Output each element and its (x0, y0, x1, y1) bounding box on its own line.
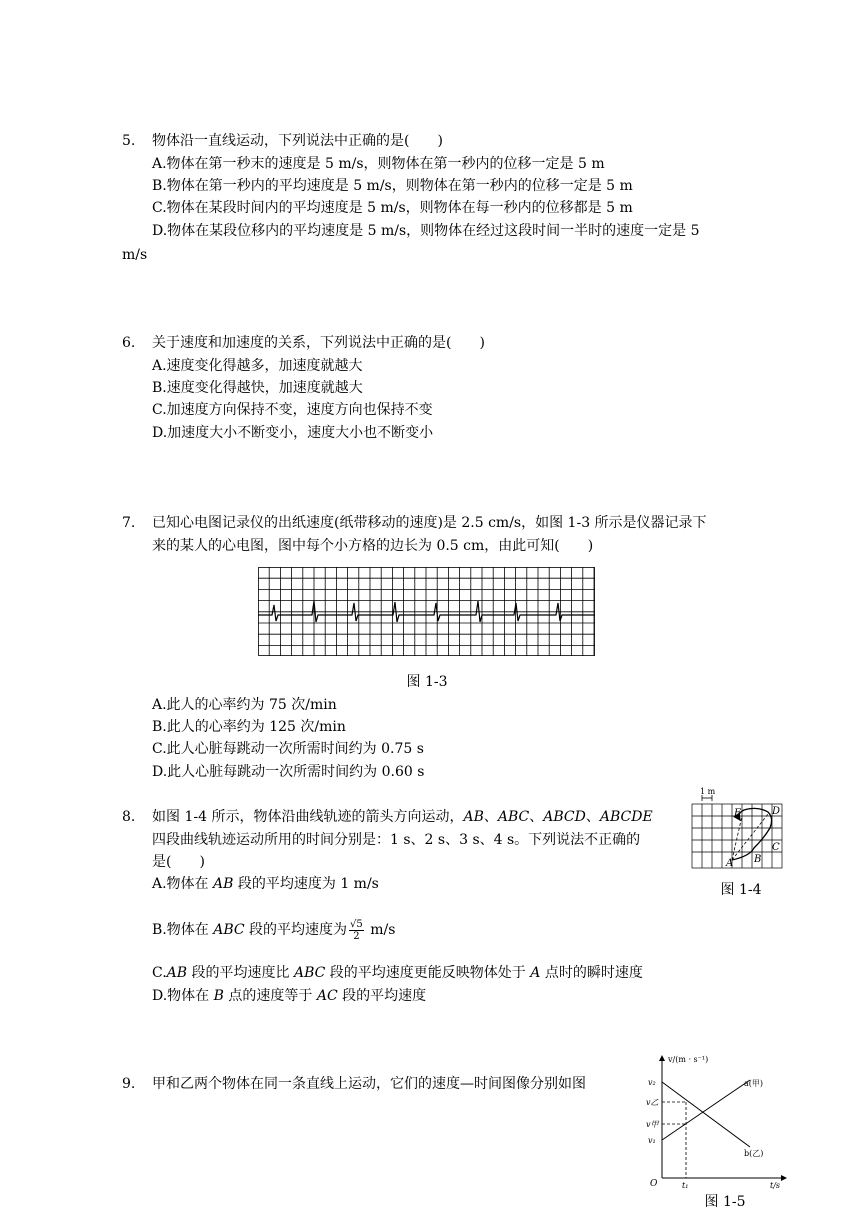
q8-opt-c-mid: 段的平均速度比 (187, 965, 294, 981)
q8-opt-c-point: A (530, 965, 541, 981)
q8-opt-b-seg: ABC (213, 922, 245, 938)
line-a (662, 1080, 750, 1140)
q5-option-d-wrap: m/s (122, 247, 148, 263)
v2-label: v₂ (648, 1078, 656, 1087)
q6-option-c: C.加速度方向保持不变，速度方向也保持不变 (152, 402, 433, 418)
q7-option-d: D.此人心脏每跳动一次所需时间约为 0.60 s (152, 764, 425, 780)
q8-opt-d-point: B (213, 988, 224, 1004)
q6-stem: 关于速度和加速度的关系，下列说法中正确的是( ) (152, 335, 485, 351)
q5-stem: 物体沿一直线运动，下列说法中正确的是( ) (152, 133, 443, 149)
q9-figure-caption: 图 1-5 (704, 1194, 746, 1210)
line-b-label: b(乙) (744, 1149, 764, 1158)
v1-label: v₁ (648, 1136, 656, 1145)
q9-number: 9. (122, 1076, 136, 1092)
trajectory-chord-e (732, 816, 742, 860)
q7-figure-caption: 图 1-3 (406, 674, 448, 690)
q8-seg-ab: AB (463, 809, 484, 825)
q8-opt-d-end: 段的平均速度 (337, 988, 427, 1004)
q8-opt-d-pre: D.物体在 (152, 988, 214, 1004)
q8-stem-line2: 四段曲线轨迹运动所用的时间分别是：1 s、2 s、3 s、4 s。下列说法不正确的 (152, 832, 641, 848)
q5-option-a: A.物体在第一秒末的速度是 5 m/s，则物体在第一秒内的位移一定是 5 m (152, 156, 605, 172)
q8-opt-d-seg: AC (316, 988, 338, 1004)
q8-opt-b-unit: m/s (365, 922, 396, 938)
q8-opt-c-seg2: ABC (293, 965, 326, 981)
v-yi-label: v乙 (646, 1098, 659, 1107)
q7-number: 7. (122, 515, 136, 531)
q8-option-b (152, 917, 395, 943)
q8-sep-1: 、 (483, 809, 498, 825)
ecg-figure (258, 567, 596, 657)
q8-opt-c-seg1: AB (166, 965, 188, 981)
q8-opt-a-pre: A.物体在 (152, 876, 214, 892)
q6-number: 6. (122, 335, 136, 351)
trajectory-figure (688, 786, 788, 872)
q5-option-b: B.物体在第一秒内的平均速度是 5 m/s，则物体在第一秒内的位移一定是 5 m (152, 178, 633, 194)
q8-option-c (152, 963, 643, 983)
line-a-label: a(甲) (744, 1079, 764, 1088)
q8-number: 8. (122, 809, 136, 825)
q7-option-b: B.此人的心率约为 125 次/min (152, 719, 346, 735)
point-a: A (726, 858, 734, 869)
origin-label: O (650, 1179, 658, 1189)
point-d: D (772, 806, 781, 817)
q8-sep-3: 、 (585, 809, 600, 825)
q8-option-d (152, 986, 426, 1006)
q7-stem-line2: 来的某人的心电图，图中每个小方格的边长为 0.5 cm，由此可知( ) (152, 538, 594, 554)
q5-number: 5. (122, 133, 136, 149)
q9-stem: 甲和乙两个物体在同一条直线上运动，它们的速度—时间图像分别如图 (152, 1076, 586, 1092)
q8-stem-line3: 是( ) (152, 854, 205, 870)
q8-opt-a-post: 段的平均速度为 1 m/s (233, 876, 379, 892)
line-b (662, 1082, 750, 1147)
q8-opt-b-mid: 段的平均速度为 (244, 922, 348, 938)
q8-opt-c-pre: C. (152, 965, 167, 981)
q5-option-d: D.物体在某段位移内的平均速度是 5 m/s，则物体在经过这段时间一半时的速度一定是 5 (152, 223, 700, 239)
t1-label: t₁ (682, 1181, 689, 1190)
q7-stem-line1: 已知心电图记录仪的出纸速度(纸带移动的速度)是 2.5 cm/s，如图 1-3 所示是仪器记录下 (152, 515, 707, 531)
q8-seg-abcd: ABCD (543, 809, 586, 825)
q8-sep-2: 、 (529, 809, 544, 825)
q8-opt-b-pre: B.物体在 (152, 922, 214, 938)
x-axis-label: t/s (770, 1181, 781, 1190)
q8-opt-b-denominator: 2 (353, 930, 360, 942)
q8-opt-c-post: 段的平均速度更能反映物体处于 (325, 965, 531, 981)
q5-option-c: C.物体在某段时间内的平均速度是 5 m/s，则物体在每一秒内的位移都是 5 m (152, 200, 633, 216)
q8-opt-b-fraction (349, 919, 364, 942)
q7-option-c: C.此人心脏每跳动一次所需时间约为 0.75 s (152, 741, 424, 757)
v-jia-label: v甲 (646, 1120, 659, 1129)
q6-option-b: B.速度变化得越快，加速度就越大 (152, 380, 363, 396)
point-b: B (754, 854, 762, 865)
q8-seg-abcde: ABCDE (599, 809, 653, 825)
q6-option-d: D.加速度大小不断变小，速度大小也不断变小 (152, 425, 434, 441)
q8-seg-abc: ABC (497, 809, 530, 825)
q8-stem-line1 (152, 807, 653, 827)
q8-opt-c-end: 点时的瞬时速度 (540, 965, 643, 981)
q8-opt-d-mid: 点的速度等于 (223, 988, 317, 1004)
point-e: E (734, 808, 742, 819)
point-c: C (772, 842, 780, 853)
ecg-grid (258, 567, 595, 656)
q8-option-a (152, 874, 379, 894)
q8-stem-text: 如图 1-4 所示，物体沿曲线轨迹的箭头方向运动， (152, 809, 464, 825)
q7-option-a: A.此人的心率约为 75 次/min (152, 697, 337, 713)
q8-figure-caption: 图 1-4 (720, 882, 762, 898)
y-axis-label: v/(m · s⁻¹) (668, 1055, 709, 1064)
scale-label: 1 m (700, 787, 716, 796)
q8-opt-b-numerator: √5 (350, 918, 363, 930)
q6-option-a: A.速度变化得越多，加速度就越大 (152, 358, 363, 374)
q8-opt-a-seg: AB (213, 876, 234, 892)
vt-graph (640, 1052, 790, 1190)
